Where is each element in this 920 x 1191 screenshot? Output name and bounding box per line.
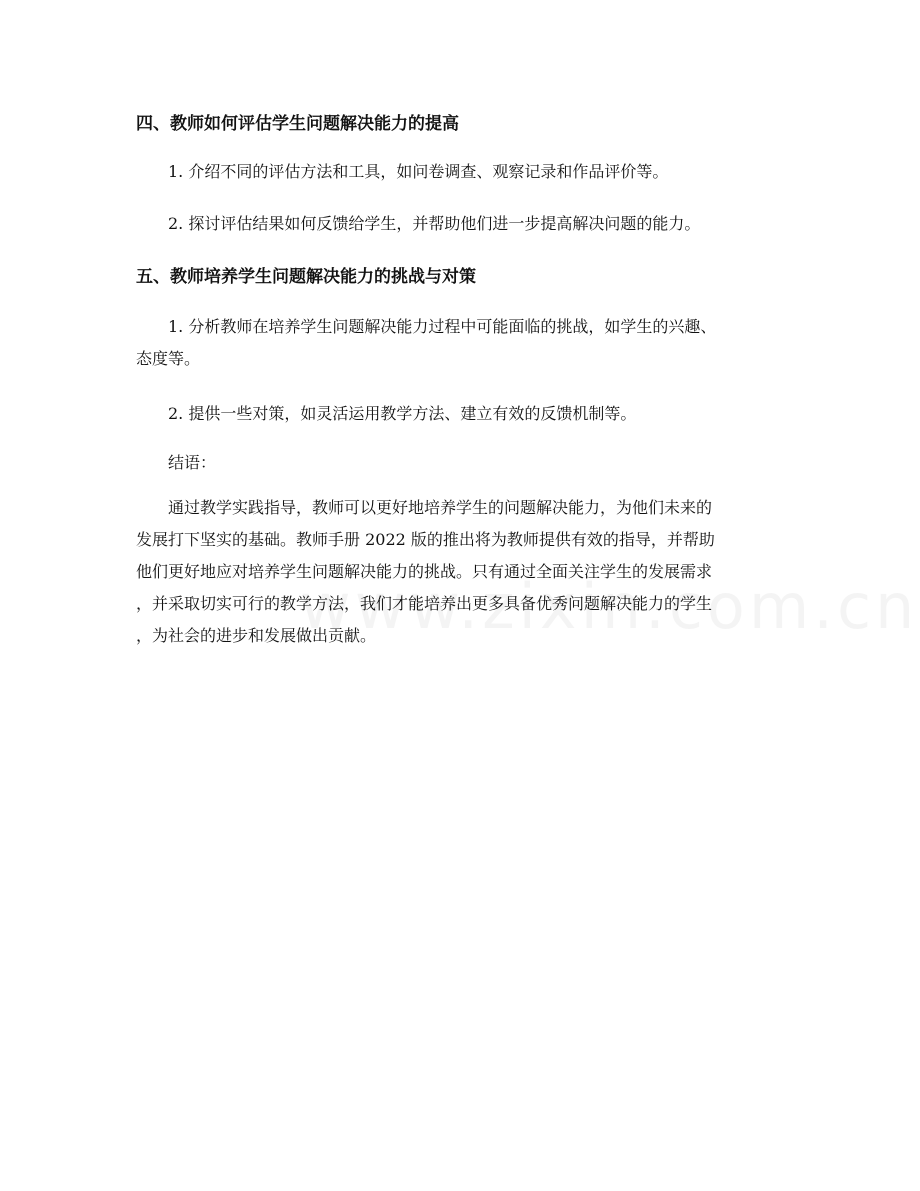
conclusion-line-5: ，为社会的进步和发展做出贡献。 bbox=[136, 626, 377, 645]
conclusion-line-2: 发展打下坚实的基础。教师手册 2022 版的推出将为教师提供有效的指导，并帮助 bbox=[136, 530, 715, 549]
conclusion-line-4: ，并采取切实可行的教学方法，我们才能培养出更多具备优秀问题解决能力的学生 bbox=[136, 594, 713, 613]
section-5-heading: 五、教师培养学生问题解决能力的挑战与对策 bbox=[136, 267, 476, 287]
conclusion-label-text: 结语： bbox=[168, 453, 217, 472]
section-4-item-1 bbox=[136, 156, 788, 188]
section-4-item-2-text: 2. 探讨评估结果如何反馈给学生，并帮助他们进一步提高解决问题的能力。 bbox=[168, 214, 701, 233]
section-5-item-1-line-2: 态度等。 bbox=[136, 349, 201, 368]
section-5-item-1-line-1: 1. 分析教师在培养学生问题解决能力过程中可能面临的挑战，如学生的兴趣、 bbox=[168, 317, 717, 336]
conclusion-line-1: 通过教学实践指导，教师可以更好地培养学生的问题解决能力，为他们未来的 bbox=[168, 498, 713, 517]
section-5-item-2 bbox=[136, 398, 788, 430]
conclusion-line-3: 他们更好地应对培养学生问题解决能力的挑战。只有通过全面关注学生的发展需求 bbox=[136, 562, 713, 581]
section-5-item-1 bbox=[136, 311, 788, 375]
conclusion-label bbox=[136, 447, 788, 479]
section-4-item-1-text: 1. 介绍不同的评估方法和工具，如问卷调查、观察记录和作品评价等。 bbox=[168, 162, 669, 181]
section-4-heading: 四、教师如何评估学生问题解决能力的提高 bbox=[136, 114, 459, 134]
watermark bbox=[300, 570, 918, 643]
section-5-item-2-text: 2. 提供一些对策，如灵活运用教学方法、建立有效的反馈机制等。 bbox=[168, 404, 637, 423]
section-4-item-2 bbox=[136, 208, 788, 240]
